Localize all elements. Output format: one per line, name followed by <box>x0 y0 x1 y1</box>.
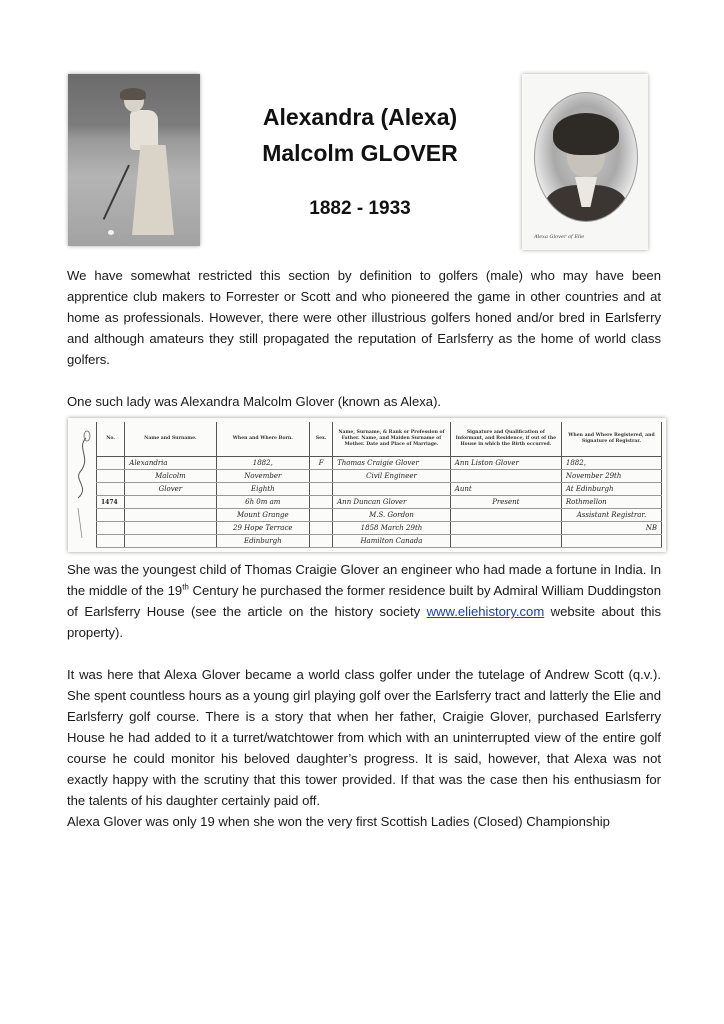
register-cell: 1858 March 29th <box>333 522 451 535</box>
register-row <box>97 496 662 509</box>
register-cell <box>310 522 333 535</box>
life-dates: 1882 - 1933 <box>309 198 411 219</box>
register-cell <box>310 470 333 483</box>
register-cell: NB <box>561 522 661 535</box>
register-cell: Thomas Craigie Glover <box>333 457 451 470</box>
register-cell: Present <box>450 496 561 509</box>
page-title-line-2: Malcolm GLOVER <box>262 140 458 166</box>
register-cell <box>310 509 333 522</box>
register-cell <box>561 535 661 548</box>
register-row <box>97 509 662 522</box>
register-header: Signature and Qualification of Informant, and Residence, if out of the House in which the Birth occurred. <box>450 422 561 457</box>
eliehistory-link[interactable]: www.eliehistory.com <box>426 604 545 619</box>
championship-paragraph: Alexa Glover was only 19 when she won the very first Scottish Ladies (Closed) Championship <box>67 814 610 829</box>
register-table <box>96 422 662 548</box>
register-cell: Edinburgh <box>216 535 309 548</box>
register-cell: Aunt <box>450 483 561 496</box>
register-cell <box>125 509 216 522</box>
register-cell: M.S. Gordon <box>333 509 451 522</box>
register-cell: Alexandria <box>125 457 216 470</box>
register-cell <box>97 470 125 483</box>
intro-paragraph: We have somewhat restricted this section by definition to golfers (male) who may have been apprentice club makers to Forrester or Scott and who pioneered the game in other countries and at home as professionals. However, there were other illustrious golfers honed and/or bred in Earlsferry and although amateurs they still propagated the reputation of Earlsferry as the home of world class golfers. <box>67 268 661 367</box>
register-cell: November <box>216 470 309 483</box>
birth-register-image <box>68 418 666 552</box>
register-cell: 6h 0m am <box>216 496 309 509</box>
register-header: Name, Surname, & Rank or Profession of Father. Name, and Maiden Surname of Mother. Date and Place of Marriage. <box>333 422 451 457</box>
register-cell: Mount Grange <box>216 509 309 522</box>
register-cell: F <box>310 457 333 470</box>
register-cell: 1882, <box>561 457 661 470</box>
register-cell <box>97 483 125 496</box>
register-cell <box>97 535 125 548</box>
golfer-figure <box>116 90 176 240</box>
paragraph-text: She was the youngest child of Thomas Craigie Glover an engineer who had made a fortune in India. In the middle of the 19 <box>67 562 661 598</box>
register-header: No. <box>97 422 125 457</box>
register-cell <box>310 535 333 548</box>
register-cell <box>125 496 216 509</box>
register-cell: 29 Hope Terrace <box>216 522 309 535</box>
register-cell <box>333 483 451 496</box>
register-cell <box>97 509 125 522</box>
register-cell: Rothmellon <box>561 496 661 509</box>
register-cell <box>450 509 561 522</box>
register-cell: Hamilton Canada <box>333 535 451 548</box>
golfer-photo <box>68 74 200 246</box>
register-row <box>97 470 662 483</box>
portrait-oval <box>534 92 638 222</box>
youngest-child-paragraph <box>67 559 661 643</box>
register-cell: Ann Liston Glover <box>450 457 561 470</box>
register-cell: Civil Engineer <box>333 470 451 483</box>
register-cell <box>450 470 561 483</box>
register-row <box>97 535 662 548</box>
register-cell: At Edinburgh <box>561 483 661 496</box>
tutelage-paragraph: It was here that Alexa Glover became a world class golfer under the tutelage of Andrew Scott (q.v.). She spent countless hours as a young girl playing golf over the Earlsferry tract and latterly the Elie and Earlsferry golf course. There is a story that when her father, Craigie Glover, purchased Earlsferry House he had added to it a turret/watchtower from which with an uninterrupted view of the entire golf course he could monitor his beloved daughter’s progress. It is said, however, that Alexa was not exactly happy with the scrutiny that this tower provided. If that was the case then his enthusiasm for the talents of his daughter certainly paid off. <box>67 667 661 808</box>
register-cell <box>310 483 333 496</box>
register-cell: Eighth <box>216 483 309 496</box>
register-header-row <box>97 422 662 457</box>
register-cell: Ann Duncan Glover <box>333 496 451 509</box>
paragraph-text: website about this property). <box>67 604 662 640</box>
register-cell: Assistant Registrar. <box>561 509 661 522</box>
portrait-caption: Alexa Glover of Elie <box>534 234 585 240</box>
register-cell <box>125 535 216 548</box>
register-cell <box>450 535 561 548</box>
register-row <box>97 522 662 535</box>
register-row <box>97 457 662 470</box>
page-title-line-1: Alexandra (Alexa) <box>262 104 458 130</box>
register-header: Name and Surname. <box>125 422 216 457</box>
ordinal-suffix: th <box>182 582 189 592</box>
register-header: Sex. <box>310 422 333 457</box>
register-header: When and Where Born. <box>216 422 309 457</box>
register-row <box>97 483 662 496</box>
register-entry-number: 1474 <box>97 496 125 509</box>
register-cell <box>310 496 333 509</box>
register-cell <box>125 522 216 535</box>
register-cell: November 29th <box>561 470 661 483</box>
one-such-lady-paragraph: One such lady was Alexandra Malcolm Glover (known as Alexa). <box>67 394 442 409</box>
register-cell <box>97 457 125 470</box>
paragraph-text: Century he purchased the former residence built by Admiral William Duddingston of Earlsferry House (see the article on the history society <box>67 583 661 619</box>
margin-annotation <box>72 428 94 546</box>
register-header: When and Where Registered, and Signature of Registrar. <box>561 422 661 457</box>
portrait-photo <box>522 74 648 250</box>
register-cell: 1882, <box>216 457 309 470</box>
register-cell: Glover <box>125 483 216 496</box>
register-cell <box>450 522 561 535</box>
register-cell: Malcolm <box>125 470 216 483</box>
register-cell <box>97 522 125 535</box>
